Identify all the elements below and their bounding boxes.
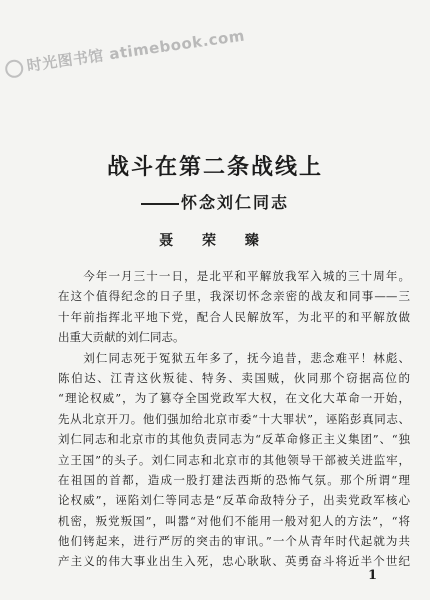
- text-line: 立王国”的头子。刘仁同志和北京市的其他领导干部被关进监牢，: [58, 452, 410, 467]
- subtitle-dash: [141, 203, 179, 205]
- watermark: [4, 25, 246, 92]
- paragraph-1: [58, 266, 410, 348]
- text-line: 今年一月三十一日，是北平和平解放我军入城的三十周年。: [58, 269, 410, 283]
- article-author: 聂 荣 臻: [159, 233, 271, 249]
- watermark-logo-icon: [4, 58, 24, 78]
- text-line: 论权威”，诬陷刘仁等同志是“反革命敌特分子，出卖党政军核心: [58, 493, 410, 508]
- text-line: 刘仁同志死于冤狱五年多了，抚今追昔，悲念难平！林彪、: [58, 350, 410, 365]
- text-line: 陈伯达、江青这伙叛徒、特务、卖国贼，伙同那个窃据高位的: [58, 370, 410, 385]
- text-line: 先从北京开刀。他们强加给北京市委“十大罪状”，诬陷彭真同志、: [58, 411, 410, 426]
- watermark-text: 时光图书馆 atimebook.com: [25, 26, 246, 75]
- text-line: 十年前指挥北平地下党，配合人民解放军，为北平的和平解放做: [58, 309, 410, 324]
- text-line: 刘仁同志和北京市的其他负责同志为“反革命修正主义集团”、“独: [58, 432, 410, 447]
- subtitle-text: 怀念刘仁同志: [180, 193, 289, 212]
- article-subtitle: [0, 190, 430, 213]
- text-line: 在祖国的首都，造成一股打建法西斯的恐怖气氛。那个所谓“理: [58, 472, 410, 487]
- text-line: 在这个值得纪念的日子里，我深切怀念亲密的战友和同事——三: [58, 289, 410, 304]
- article-title: 战斗在第二条战线上: [106, 154, 323, 180]
- page-number: 1: [368, 568, 378, 583]
- text-line: 他们铐起来，进行严厉的突击的审讯。”一个从青年时代起就为共: [58, 534, 410, 549]
- text-line: “理论权威”，为了篡夺全国党政军大权，在文化大革命一开始，: [58, 391, 410, 406]
- article-body: [58, 266, 410, 572]
- text-line: 出重大贡献的刘仁同志。: [58, 330, 185, 345]
- text-line: 机密，叛党叛国”，叫嚣“对他们不能用一般对犯人的方法”，“将: [58, 513, 410, 528]
- paragraph-2: [58, 348, 410, 572]
- text-line: 产主义的伟大事业出生入死，忠心耿耿、英勇奋斗将近半个世纪: [58, 554, 410, 569]
